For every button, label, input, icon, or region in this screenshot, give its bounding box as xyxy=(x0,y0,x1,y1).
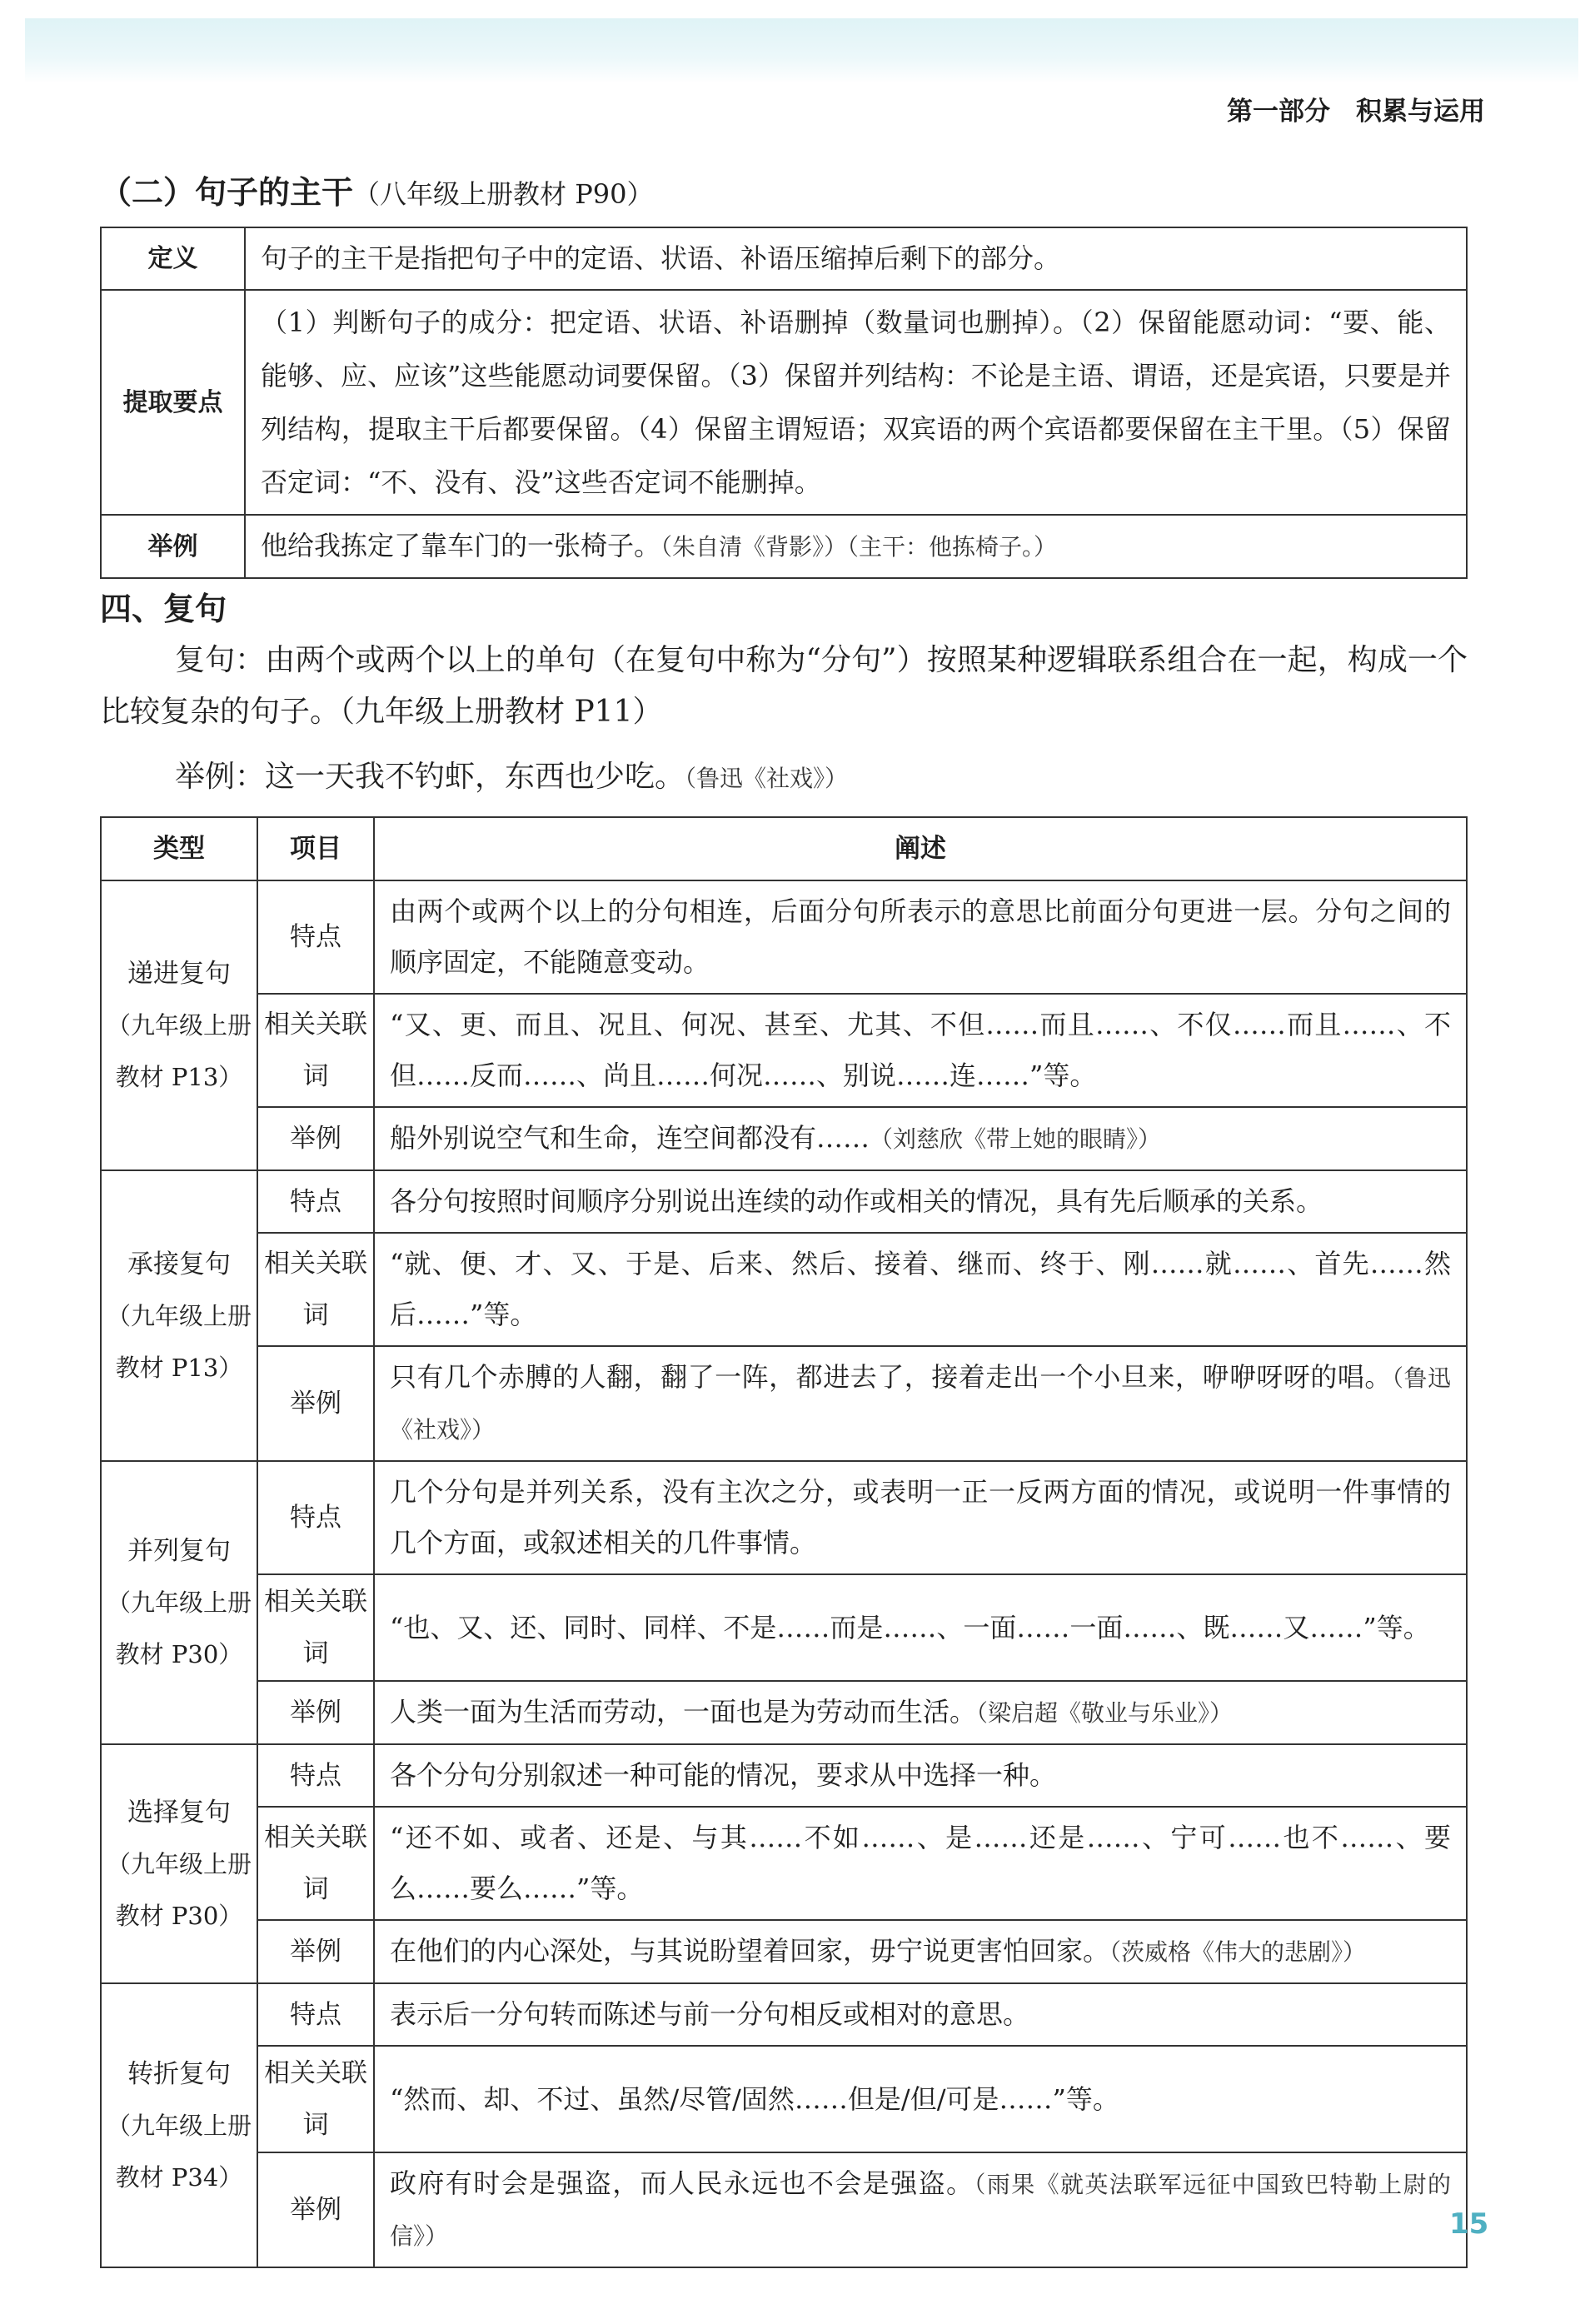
item-cell: 相关关联词 xyxy=(257,1807,374,1920)
page-number: 15 xyxy=(1449,2207,1489,2241)
desc-cell xyxy=(374,1107,1467,1170)
desc-text: 各个分句分别叙述一种可能的情况，要求从中选择一种。 xyxy=(390,1759,1057,1791)
header-band xyxy=(25,18,1578,83)
table-body xyxy=(101,880,1467,2267)
item-cell: 特点 xyxy=(257,1744,374,1807)
desc-text: “然而、却、不过、虽然/尽管/固然……但是/但/可是……”等。 xyxy=(390,2082,1119,2115)
desc-text: 表示后一分句转而陈述与前一分句相反或相对的意思。 xyxy=(390,1998,1030,2030)
table-row xyxy=(101,290,1467,515)
item-cell: 特点 xyxy=(257,1983,374,2046)
row-content xyxy=(245,515,1467,578)
type-name: 选择复句 xyxy=(127,1797,231,1828)
section2-title-text: （二）句子的主干 xyxy=(100,174,354,211)
desc-cell xyxy=(374,1681,1467,1744)
desc-cell xyxy=(374,2046,1467,2152)
example-source: （茨威格《伟大的悲剧》） xyxy=(1109,1938,1367,1966)
item-cell: 特点 xyxy=(257,1461,374,1574)
type-cell xyxy=(101,1170,257,1461)
table-row xyxy=(101,1346,1467,1461)
desc-text: 由两个或两个以上的分句相连，后面分句所表示的意思比前面分句更进一层。分句之间的顺序固定，不能随意变动。 xyxy=(390,895,1451,978)
desc-text: “还不如、或者、还是、与其……不如……、是……还是……、宁可……也不……、要么……要么……”等。 xyxy=(390,1822,1451,1904)
desc-cell xyxy=(374,1170,1467,1233)
row-label: 提取要点 xyxy=(101,290,245,515)
desc-cell xyxy=(374,1920,1467,1983)
desc-cell xyxy=(374,1983,1467,2046)
type-name: 转折复句 xyxy=(127,2058,231,2089)
item-cell: 相关关联词 xyxy=(257,2046,374,2152)
item-cell: 举例 xyxy=(257,1107,374,1170)
table-row xyxy=(101,1170,1467,1233)
desc-text: 政府有时会是强盗，而人民永远也不会是强盗。 xyxy=(390,2167,974,2199)
desc-text: 几个分句是并列关系，没有主次之分，或表明一正一反两方面的情况，或说明一件事情的几个方面，或叙述相关的几件事情。 xyxy=(390,1476,1451,1558)
compound-sentence-table xyxy=(100,816,1468,2268)
desc-text: 人类一面为生活而劳动，一面也是为劳动而生活。 xyxy=(390,1696,977,1728)
desc-text: “就、便、才、又、于是、后来、然后、接着、继而、终于、刚……就……、首先……然后……”等。 xyxy=(390,1248,1451,1330)
example-source: （刘慈欣《带上她的眼睛》） xyxy=(870,1125,1162,1153)
item-cell: 相关关联词 xyxy=(257,994,374,1107)
row-label: 举例 xyxy=(101,515,245,578)
type-cell xyxy=(101,1461,257,1744)
section4-intro: 复句：由两个或两个以上的单句（在复句中称为“分句”）按照某种逻辑联系组合在一起，构成一个比较复杂的句子。（九年级上册教材 P11） xyxy=(100,643,1468,729)
type-ref: （九年级上册教材 P13） xyxy=(106,1301,252,1382)
type-name: 承接复句 xyxy=(127,1249,231,1279)
item-cell: 举例 xyxy=(257,1346,374,1461)
table-row xyxy=(101,880,1467,994)
table-row xyxy=(101,227,1467,290)
desc-text: 船外别说空气和生命，连空间都没有…… xyxy=(390,1122,870,1154)
table-row xyxy=(101,1107,1467,1170)
type-cell xyxy=(101,880,257,1170)
table-row xyxy=(101,515,1467,578)
type-name: 并列复句 xyxy=(127,1536,231,1566)
example-source: （鲁迅《社戏》） xyxy=(685,765,849,792)
desc-cell xyxy=(374,880,1467,994)
table-row xyxy=(101,1233,1467,1346)
item-cell: 特点 xyxy=(257,880,374,994)
type-ref: （九年级上册教材 P13） xyxy=(106,1011,252,1091)
desc-cell xyxy=(374,1807,1467,1920)
desc-text: 只有几个赤膊的人翻，翻了一阵，都进去了，接着走出一个小旦来，咿咿呀呀的唱。 xyxy=(390,1361,1392,1393)
table-header-row xyxy=(101,817,1467,880)
desc-cell xyxy=(374,994,1467,1107)
table-row xyxy=(101,1461,1467,1574)
example-source: （鲁迅《社戏》） xyxy=(390,1364,1451,1444)
item-cell: 相关关联词 xyxy=(257,1574,374,1681)
example-source: （梁启超《敬业与乐业》） xyxy=(976,1699,1234,1727)
desc-cell xyxy=(374,2152,1467,2267)
item-cell: 举例 xyxy=(257,2152,374,2267)
desc-cell xyxy=(374,1346,1467,1461)
type-ref: （九年级上册教材 P30） xyxy=(106,1849,252,1930)
table-row xyxy=(101,1574,1467,1681)
desc-text: “又、更、而且、况且、何况、甚至、尤其、不但……而且……、不仅……而且……、不但……反而……、尚且……何况……、别说……连……”等。 xyxy=(390,1009,1451,1091)
desc-cell xyxy=(374,1744,1467,1807)
table-row xyxy=(101,2046,1467,2152)
table-row xyxy=(101,1681,1467,1744)
item-cell: 举例 xyxy=(257,1920,374,1983)
section2-title xyxy=(100,167,653,212)
desc-text: 各分句按照时间顺序分别说出连续的动作或相关的情况，具有先后顺承的关系。 xyxy=(390,1185,1323,1217)
example-source: （雨果《就英法联军远征中国致巴特勒上尉的信》） xyxy=(390,2171,1451,2250)
header-type: 类型 xyxy=(101,817,257,880)
header-desc: 阐述 xyxy=(374,817,1467,880)
table-row xyxy=(101,994,1467,1107)
desc-text: “也、又、还、同时、同样、不是……而是……、一面……一面……、既……又……”等。 xyxy=(390,1611,1430,1643)
desc-cell xyxy=(374,1461,1467,1574)
example-source: （朱自清《背影》）（主干：他拣椅子。） xyxy=(660,533,1058,561)
table-row xyxy=(101,2152,1467,2267)
type-ref: （九年级上册教材 P34） xyxy=(106,2111,252,2192)
type-ref: （九年级上册教材 P30） xyxy=(106,1588,252,1668)
table-row xyxy=(101,1920,1467,1983)
header-item: 项目 xyxy=(257,817,374,880)
example-text: 他给我拣定了靠车门的一张椅子。 xyxy=(261,530,661,561)
table-row xyxy=(101,1983,1467,2046)
table-row xyxy=(101,1807,1467,1920)
type-cell xyxy=(101,1744,257,1983)
section2-ref: （八年级上册教材 P90） xyxy=(353,178,654,210)
example-text: 举例：这一天我不钓虾，东西也少吃。 xyxy=(175,760,685,794)
row-label: 定义 xyxy=(101,227,245,290)
desc-cell xyxy=(374,1574,1467,1681)
table-row xyxy=(101,1744,1467,1807)
item-cell: 相关关联词 xyxy=(257,1233,374,1346)
section4-title: 四、复句 xyxy=(100,591,227,627)
item-cell: 特点 xyxy=(257,1170,374,1233)
row-content: 句子的主干是指把句子中的定语、状语、补语压缩掉后剩下的部分。 xyxy=(245,227,1467,290)
trunk-table xyxy=(100,227,1468,579)
desc-cell xyxy=(374,1233,1467,1346)
row-content: （1）判断句子的成分：把定语、状语、补语删掉（数量词也删掉）。（2）保留能愿动词：“要、能、能够、应、应该”这些能愿动词要保留。（3）保留并列结构：不论是主语、谓语，还是宾语，只要是并列结构，提取主干后都要保留。（4）保留主谓短语；双宾语的两个宾语都要保留在主干里。（5）保留否定词：“不、没有、没”这些否定词不能删掉。 xyxy=(245,290,1467,515)
item-cell: 举例 xyxy=(257,1681,374,1744)
type-name: 递进复句 xyxy=(127,959,231,989)
desc-text: 在他们的内心深处，与其说盼望着回家，毋宁说更害怕回家。 xyxy=(390,1935,1110,1967)
type-cell xyxy=(101,1983,257,2267)
running-title: 第一部分 积累与运用 xyxy=(1227,97,1485,127)
section4-example xyxy=(175,751,1466,805)
